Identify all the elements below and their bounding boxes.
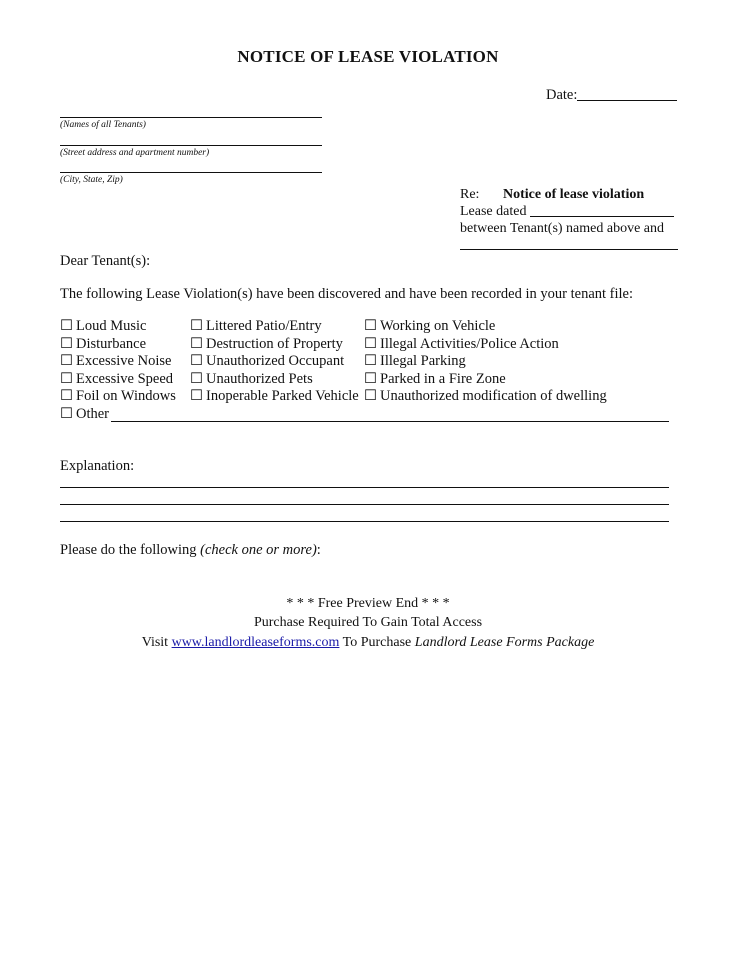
violation-item[interactable]: ☐ Loud Music xyxy=(60,318,147,334)
checkbox-icon[interactable]: ☐ xyxy=(364,318,377,334)
greeting: Dear Tenant(s): xyxy=(60,253,151,269)
violation-item[interactable]: ☐ Disturbance xyxy=(60,335,147,352)
between-row: between Tenant(s) named above and xyxy=(460,221,665,236)
date-blank xyxy=(577,86,677,101)
preview-end-line: * * * Free Preview End * * * xyxy=(286,596,450,611)
checkbox-icon[interactable]: ☐ xyxy=(190,353,203,369)
violation-item[interactable]: ☐ Unauthorized Pets xyxy=(190,370,313,387)
document-title: NOTICE OF LEASE VIOLATION xyxy=(237,47,499,66)
explanation-line xyxy=(60,504,669,505)
explanation-line xyxy=(60,521,669,522)
checkbox-icon[interactable]: ☐ xyxy=(60,318,73,334)
violation-item[interactable]: ☐ Inoperable Parked Vehicle xyxy=(190,388,359,404)
checkbox-icon[interactable]: ☐ xyxy=(60,370,73,387)
violations-column-2 xyxy=(190,318,359,406)
re-block xyxy=(460,186,680,237)
violation-item[interactable]: ☐ Illegal Parking xyxy=(364,353,466,369)
re-subject: Notice of lease violation xyxy=(503,187,645,202)
other-blank-line xyxy=(111,421,669,422)
violation-item[interactable]: ☐ Parked in a Fire Zone xyxy=(364,370,506,387)
visit-line: Visit www.landlordleaseforms.com To Purchase Landlord Lease Forms Package xyxy=(141,635,595,650)
please-do-note: (check one or more) xyxy=(200,542,317,558)
violation-item[interactable]: ☐ Littered Patio/Entry xyxy=(190,318,322,334)
please-do-text: Please do the following (check one or more): xyxy=(60,542,321,558)
intro-text: The following Lease Violation(s) have been discovered and have been recorded in your tenant file: xyxy=(60,286,634,302)
lease-dated-blank xyxy=(530,203,674,217)
checkbox-icon[interactable]: ☐ xyxy=(190,335,203,352)
violation-item[interactable]: ☐ Excessive Speed xyxy=(60,370,174,387)
violation-item[interactable]: ☐ Foil on Windows xyxy=(60,388,176,404)
landlord-name-line xyxy=(460,249,678,250)
city-state-zip-label: (City, State, Zip) xyxy=(60,175,123,185)
violations-column-3 xyxy=(364,318,607,406)
violation-item[interactable]: ☐ Destruction of Property xyxy=(190,335,343,352)
checkbox-icon[interactable]: ☐ xyxy=(364,370,377,387)
violation-item[interactable]: ☐ Illegal Activities/Police Action xyxy=(364,335,559,352)
checkbox-icon[interactable]: ☐ xyxy=(60,353,73,369)
tenants-name-line xyxy=(60,117,322,118)
date-label: Date: xyxy=(546,87,578,103)
lease-dated-row xyxy=(460,203,680,220)
checkbox-icon[interactable]: ☐ xyxy=(60,405,73,422)
checkbox-icon[interactable]: ☐ xyxy=(190,318,203,334)
checkbox-icon[interactable]: ☐ xyxy=(190,388,203,404)
checkbox-icon[interactable]: ☐ xyxy=(364,353,377,369)
violation-item[interactable]: ☐ Unauthorized Occupant xyxy=(190,353,345,369)
purchase-required-line: Purchase Required To Gain Total Access xyxy=(253,615,483,630)
package-name: Landlord Lease Forms Package xyxy=(414,635,595,650)
checkbox-icon[interactable]: ☐ xyxy=(190,370,203,387)
violation-item[interactable]: ☐ Unauthorized modification of dwelling xyxy=(364,388,607,404)
street-address-label: (Street address and apartment number) xyxy=(60,148,210,158)
re-row xyxy=(460,186,680,203)
explanation-label: Explanation: xyxy=(60,458,135,474)
checkbox-icon[interactable]: ☐ xyxy=(364,335,377,352)
checkbox-icon[interactable]: ☐ xyxy=(364,388,377,404)
city-state-zip-line xyxy=(60,172,322,173)
explanation-line xyxy=(60,487,669,488)
tenants-name-label: (Names of all Tenants) xyxy=(60,120,146,130)
other-label: Other xyxy=(76,405,110,422)
date-field xyxy=(546,86,677,104)
checkbox-icon[interactable]: ☐ xyxy=(60,335,73,352)
lease-dated-label: Lease dated xyxy=(460,204,527,219)
violation-item[interactable]: ☐ Excessive Noise xyxy=(60,353,172,369)
website-link[interactable]: www.landlordleaseforms.com xyxy=(171,635,340,650)
street-address-line xyxy=(60,145,322,146)
checkbox-icon[interactable]: ☐ xyxy=(60,388,73,404)
violations-column-1 xyxy=(60,318,176,423)
violation-item[interactable]: ☐ Working on Vehicle xyxy=(364,318,496,334)
re-label: Re: xyxy=(460,187,480,202)
